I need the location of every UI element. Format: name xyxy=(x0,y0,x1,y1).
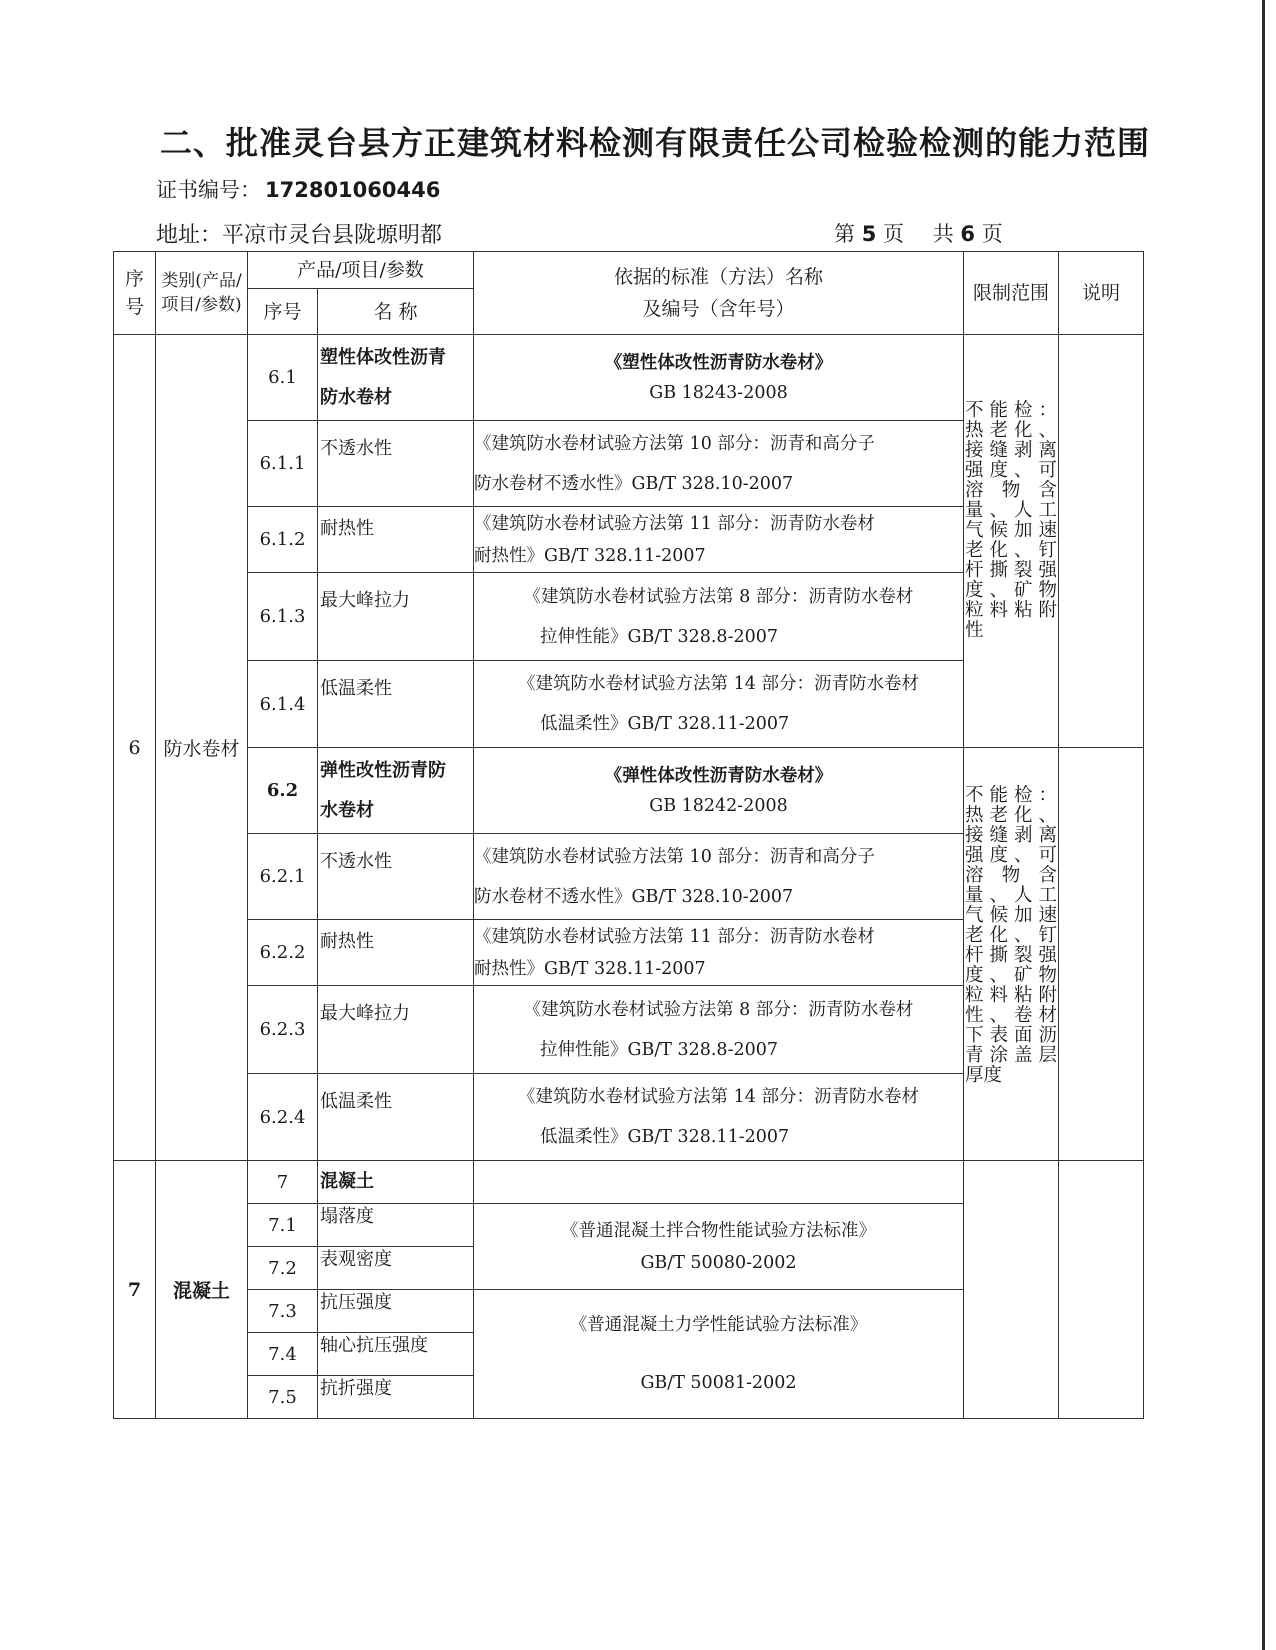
item-name: 低温柔性 xyxy=(318,661,474,748)
page-indicator: 第 5 页 共 6 页 xyxy=(834,222,1003,246)
group-6-no: 6 xyxy=(114,335,156,1161)
table-row xyxy=(114,335,1144,421)
item-no: 7.1 xyxy=(248,1204,318,1247)
item-standard: 《建筑防水卷材试验方法第 8 部分：沥青防水卷材 拉伸性能》GB/T 328.8-2007 xyxy=(474,986,964,1074)
item-no: 7.3 xyxy=(248,1290,318,1333)
item-standard: 《建筑防水卷材试验方法第 14 部分：沥青防水卷材 低温柔性》GB/T 328.11-2007 xyxy=(474,1074,964,1161)
item-no: 6.2.4 xyxy=(248,1074,318,1161)
header-limit: 限制范围 xyxy=(964,252,1059,335)
item-standard: 《弹性体改性沥青防水卷材》 GB 18242-2008 xyxy=(474,748,964,834)
page-total: 6 xyxy=(960,222,975,246)
header-remark: 说明 xyxy=(1059,252,1144,335)
document-title: 二、批准灵台县方正建筑材料检测有限责任公司检验检测的能力范围 xyxy=(160,124,1151,162)
item-name: 最大峰拉力 xyxy=(318,573,474,661)
item-name: 表观密度 xyxy=(318,1247,474,1290)
item-name: 塌落度 xyxy=(318,1204,474,1247)
group-6-category: 防水卷材 xyxy=(156,335,248,1161)
item-no: 7 xyxy=(248,1161,318,1204)
remark-7 xyxy=(1059,1161,1144,1419)
cert-value: 172801060446 xyxy=(265,178,441,202)
item-name: 塑性体改性沥青 防水卷材 xyxy=(318,335,474,421)
cert-label: 证书编号： xyxy=(156,178,261,202)
address: 地址：平凉市灵台县陇塬明都 xyxy=(156,223,443,248)
table-header-row xyxy=(114,252,1144,289)
table-row xyxy=(114,748,1144,834)
item-name: 耐热性 xyxy=(318,507,474,573)
header-seq: 序 号 xyxy=(114,252,156,335)
item-standard: 《建筑防水卷材试验方法第 8 部分：沥青防水卷材 拉伸性能》GB/T 328.8-2007 xyxy=(474,573,964,661)
item-no: 6.2.2 xyxy=(248,920,318,986)
header-category: 类别(产品/ 项目/参数) xyxy=(156,252,248,335)
item-no: 6.2.3 xyxy=(248,986,318,1074)
group-7-category: 混凝土 xyxy=(156,1161,248,1419)
item-no: 7.5 xyxy=(248,1376,318,1419)
remark-6-2 xyxy=(1059,748,1144,1161)
item-name: 不透水性 xyxy=(318,834,474,920)
item-standard: 《建筑防水卷材试验方法第 10 部分：沥青和高分子 防水卷材不透水性》GB/T 328.10-2007 xyxy=(474,834,964,920)
item-no: 6.1.3 xyxy=(248,573,318,661)
item-standard: 《普通混凝土拌合物性能试验方法标准》 GB/T 50080-2002 xyxy=(474,1204,964,1290)
item-no: 6.1.1 xyxy=(248,421,318,507)
limit-scope-6-2: 不能检：热老化、接缝剥离强度、可溶物含量、人工气候加速老化、钉杆撕裂强度、矿物粒料粘附性、卷材下表面沥青涂盖层厚度 xyxy=(964,748,1059,1161)
table-row xyxy=(114,1161,1144,1204)
group-7-no: 7 xyxy=(114,1161,156,1419)
item-name: 低温柔性 xyxy=(318,1074,474,1161)
header-standard: 依据的标准（方法）名称 及编号（含年号） xyxy=(474,252,964,335)
item-standard: 《普通混凝土力学性能试验方法标准》 GB/T 50081-2002 xyxy=(474,1290,964,1419)
remark-6-1 xyxy=(1059,335,1144,748)
limit-scope-6-1: 不能检：热老化、接缝剥离强度、可溶物含量、人工气候加速老化、钉杆撕裂强度、矿物粒料粘附性 xyxy=(964,335,1059,748)
item-standard-empty xyxy=(474,1161,964,1204)
scope-table xyxy=(113,251,1144,1419)
item-name: 弹性改性沥青防 水卷材 xyxy=(318,748,474,834)
item-standard: 《建筑防水卷材试验方法第 14 部分：沥青防水卷材 低温柔性》GB/T 328.11-2007 xyxy=(474,661,964,748)
item-name: 最大峰拉力 xyxy=(318,986,474,1074)
item-no: 6.1 xyxy=(248,335,318,421)
item-standard: 《塑性体改性沥青防水卷材》 GB 18243-2008 xyxy=(474,335,964,421)
item-no: 7.4 xyxy=(248,1333,318,1376)
certificate-number xyxy=(156,174,440,204)
header-product-group: 产品/项目/参数 xyxy=(248,252,474,289)
page-number: 5 xyxy=(861,222,877,246)
header-name: 名 称 xyxy=(318,289,474,335)
item-no: 6.2 xyxy=(248,748,318,834)
page-edge-rule xyxy=(1262,0,1265,1650)
item-name: 轴心抗压强度 xyxy=(318,1333,474,1376)
item-no: 7.2 xyxy=(248,1247,318,1290)
item-name: 抗压强度 xyxy=(318,1290,474,1333)
limit-scope-7 xyxy=(964,1161,1059,1419)
item-standard: 《建筑防水卷材试验方法第 11 部分：沥青防水卷材 耐热性》GB/T 328.11-2007 xyxy=(474,507,964,573)
item-name: 耐热性 xyxy=(318,920,474,986)
item-standard: 《建筑防水卷材试验方法第 11 部分：沥青防水卷材 耐热性》GB/T 328.11-2007 xyxy=(474,920,964,986)
item-no: 6.1.2 xyxy=(248,507,318,573)
item-no: 6.1.4 xyxy=(248,661,318,748)
item-name: 混凝土 xyxy=(318,1161,474,1204)
item-standard: 《建筑防水卷材试验方法第 10 部分：沥青和高分子 防水卷材不透水性》GB/T 328.10-2007 xyxy=(474,421,964,507)
header-sub-seq: 序号 xyxy=(248,289,318,335)
item-no: 6.2.1 xyxy=(248,834,318,920)
item-name: 抗折强度 xyxy=(318,1376,474,1419)
item-name: 不透水性 xyxy=(318,421,474,507)
